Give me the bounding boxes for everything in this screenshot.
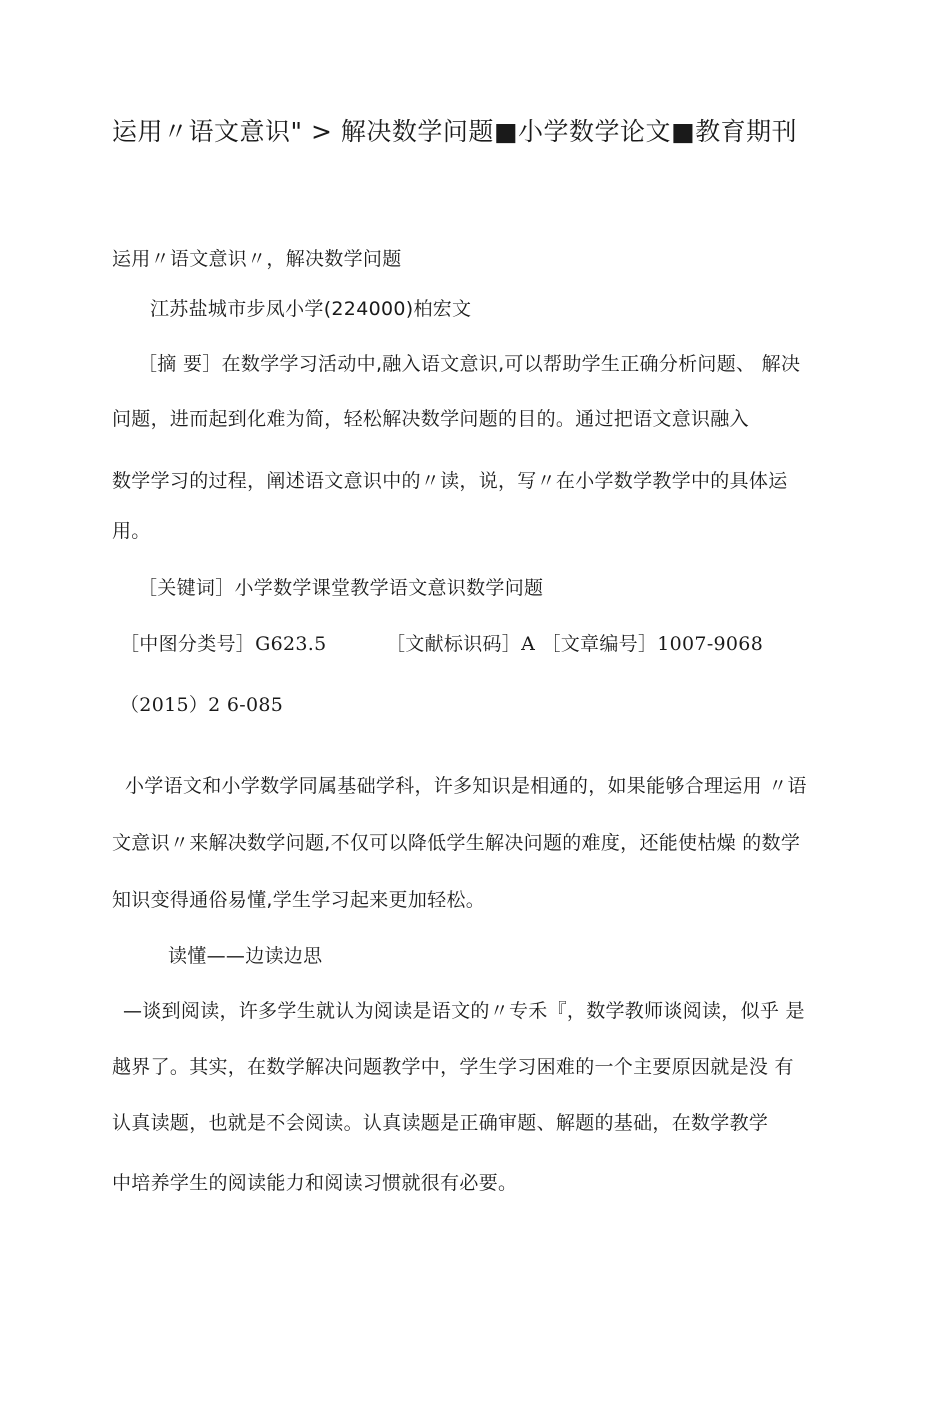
document-code: ［文献标识码］A ［文章编号］1007-9068 (386, 633, 764, 655)
article-subtitle: 运用〃语文意识〃，解决数学问题 (112, 248, 402, 270)
section-line: 中培养学生的阅读能力和阅读习惯就很有必要。 (112, 1172, 518, 1194)
section-line: 越界了。其实，在数学解决问题教学中，学生学习困难的一个主要原因就是没 有 (112, 1056, 794, 1078)
section-line: 认真读题，也就是不会阅读。认真读题是正确审题、解题的基础，在数学教学 (112, 1112, 769, 1134)
issue-line: （2015）2 6-085 (120, 694, 284, 716)
abstract-line: ［摘 要］在数学学习活动中,融入语文意识,可以帮助学生正确分析问题、 解决 (138, 353, 801, 375)
page-title: 运用〃语文意识" > 解决数学问题■小学数学论文■教育期刊 (112, 117, 798, 146)
clc-number: ［中图分类号］G623.5 (120, 633, 327, 655)
keywords-line: ［关键词］小学数学课堂教学语文意识数学问题 (138, 577, 544, 599)
abstract-line: 数学学习的过程，阐述语文意识中的〃读，说，写〃在小学数学教学中的具体运 (112, 470, 788, 492)
abstract-line: 用。 (112, 520, 151, 542)
abstract-line: 问题，进而起到化难为简，轻松解决数学问题的目的。通过把语文意识融入 (112, 408, 749, 430)
section-heading: 读懂——边读边思 (168, 945, 323, 967)
section-line: —谈到阅读，许多学生就认为阅读是语文的〃专禾『，数学教师谈阅读，似乎 是 (123, 1000, 805, 1022)
intro-line: 文意识〃来解决数学问题,不仅可以降低学生解决问题的难度，还能使枯燥 的数学 (112, 832, 801, 854)
author-line: 江苏盐城市步凤小学(224000)柏宏文 (150, 298, 472, 320)
intro-line: 知识变得通俗易懂,学生学习起来更加轻松。 (112, 889, 486, 911)
intro-line: 小学语文和小学数学同属基础学科，许多知识是相通的，如果能够合理运用 〃语 (125, 775, 807, 797)
